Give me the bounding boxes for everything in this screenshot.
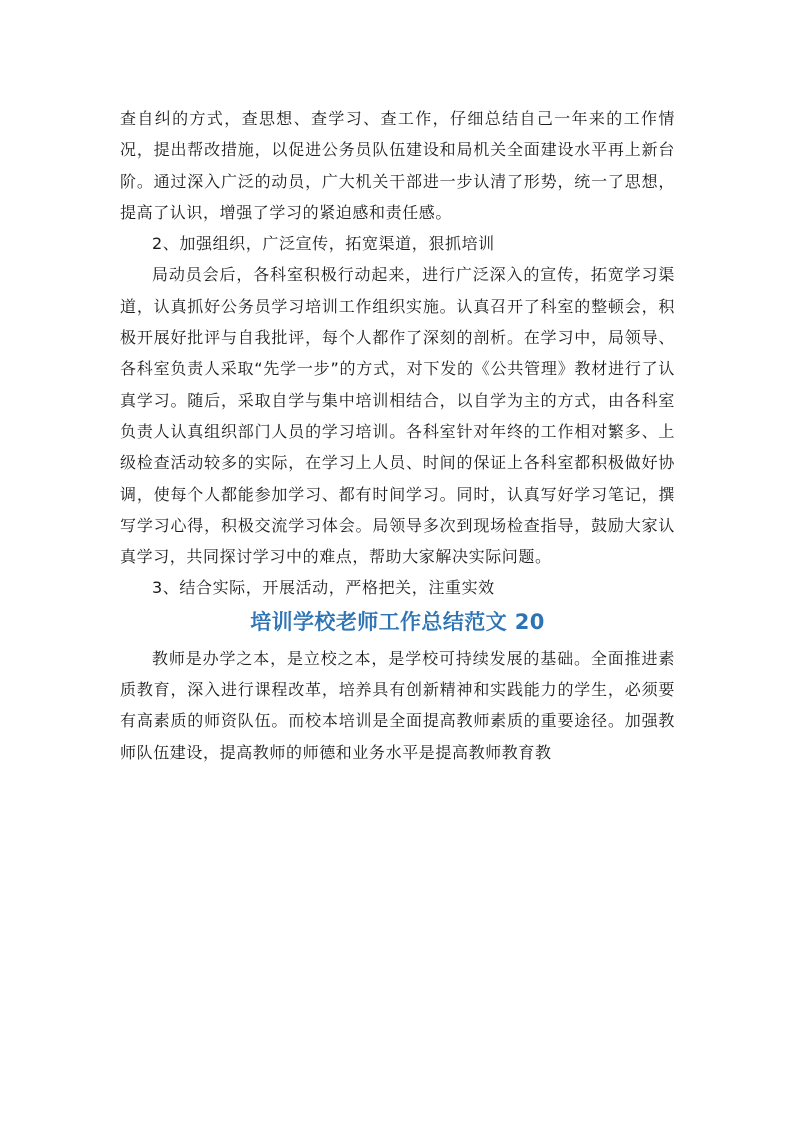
document-body bbox=[120, 103, 675, 768]
section-heading-3: 3、结合实际，开展活动，严格把关，注重实效 bbox=[152, 578, 495, 598]
paragraph-training: 局动员会后，各科室积极行动起来，进行广泛深入的宣传，拓宽学习渠道，认真抓好公务员学习培训工作组织实施。认真召开了科室的整顿会，积极开展好批评与自我批评，每个人都作了深刻的剖析。在学习中，局领导、各科室负责人采取“先学一步”的方式，对下发的《公共管理》教材进行了认真学习。随后，采取自学与集中培训相结合，以自学为主的方式，由各科室负责人认真组织部门人员的学习培训。各科室针对年终的工作相对繁多、上级检查活动较多的实际，在学习上人员、时间的保证上各科室都积极做好协调，使每个人都能参加学习、都有时间学习。同时，认真写好学习笔记，撰写学习心得，积极交流学习体会。局领导多次到现场检查指导，鼓励大家认真学习，共同探讨学习中的难点，帮助大家解决实际问题。 bbox=[120, 265, 675, 567]
paragraph-teachers: 教师是办学之本，是立校之本，是学校可持续发展的基础。全面推进素质教育，深入进行课程改革，培养具有创新精神和实践能力的学生，必须要有高素质的师资队伍。而校本培训是全面提高教师素质的重要途径。加强教师队伍建设，提高教师的师德和业务水平是提高教师教育教 bbox=[120, 648, 675, 762]
article-title: 培训学校老师工作总结范文 20 bbox=[250, 609, 545, 634]
paragraph-self-inspection: 查自纠的方式，查思想、查学习、查工作，仔细总结自己一年来的工作情况，提出帮改措施，以促进公务员队伍建设和局机关全面建设水平再上新台阶。通过深入广泛的动员，广大机关干部进一步认清了形势，统一了思想，提高了认识，增强了学习的紧迫感和责任感。 bbox=[120, 109, 675, 222]
section-heading-2: 2、加强组织，广泛宣传，拓宽渠道，狠抓培训 bbox=[152, 234, 495, 254]
